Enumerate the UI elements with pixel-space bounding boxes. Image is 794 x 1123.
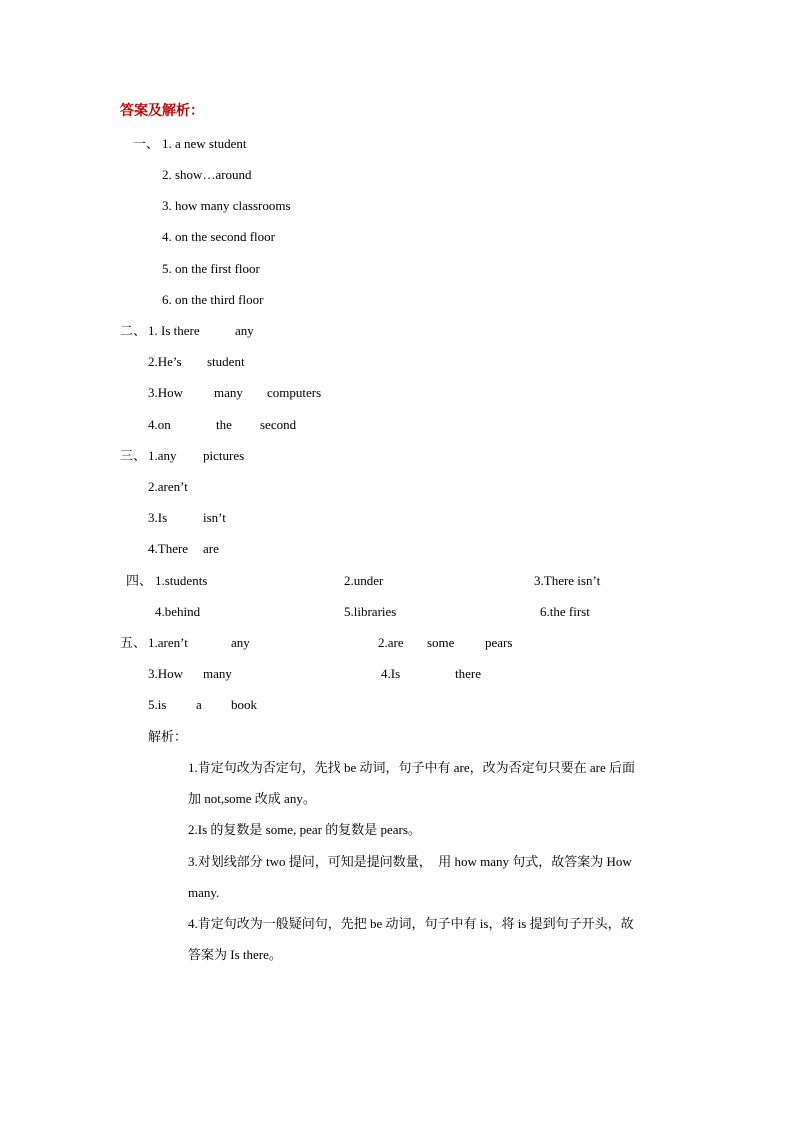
- s3-answer-1-word-2: pictures: [203, 448, 245, 463]
- s2-answer-1-word-2: any: [235, 323, 254, 338]
- s1-answer-4: 4. on the second floor: [162, 229, 276, 244]
- analysis-line-4: 3.对划线部分 two 提问，可知是提问数量， 用 how many 句式，故答案为 How: [188, 854, 632, 869]
- s4-answer-1: 1.students: [155, 573, 208, 588]
- page-title: 答案及解析：: [120, 104, 204, 119]
- section-2-number: 二、: [120, 323, 147, 338]
- s1-answer-5: 5. on the first floor: [162, 261, 260, 276]
- s5-answer-2-word-1: 2.are: [378, 635, 404, 650]
- s5-answer-4-word-2: there: [455, 666, 481, 681]
- s3-answer-3-word-2: isn’t: [203, 510, 226, 525]
- s4-answer-4: 4.behind: [155, 604, 201, 619]
- s5-answer-3-word-2: many: [203, 666, 232, 681]
- analysis-line-7: 答案为 Is there。: [188, 947, 282, 962]
- analysis-line-3: 2.Is 的复数是 some, pear 的复数是 pears。: [188, 822, 421, 837]
- section-4-number: 四、: [126, 573, 153, 588]
- analysis-line-6: 4.肯定句改为一般疑问句，先把 be 动词，句子中有 is，将 is 提到句子开头，故: [188, 916, 634, 931]
- s5-answer-5-word-2: a: [196, 697, 202, 712]
- s5-answer-4-word-1: 4.Is: [381, 666, 401, 681]
- s2-answer-3-word-2: many: [214, 385, 243, 400]
- s5-answer-5-word-1: 5.is: [148, 697, 167, 712]
- s3-answer-4-word-1: 4.There: [148, 541, 189, 556]
- s3-answer-1-word-1: 1.any: [148, 448, 177, 463]
- s2-answer-3-word-1: 3.How: [148, 385, 184, 400]
- analysis-line-5: many.: [188, 885, 220, 900]
- s4-answer-2: 2.under: [344, 573, 384, 588]
- section-1-number: 一、: [133, 136, 160, 151]
- s2-answer-4-word-1: 4.on: [148, 417, 171, 432]
- s4-answer-5: 5.libraries: [344, 604, 397, 619]
- s2-answer-4-word-2: the: [216, 417, 232, 432]
- s5-answer-1-word-1: 1.aren’t: [148, 635, 188, 650]
- s1-answer-6: 6. on the third floor: [162, 292, 264, 307]
- analysis-line-2: 加 not,some 改成 any。: [188, 791, 316, 806]
- s2-answer-3-word-3: computers: [267, 385, 322, 400]
- section-5-number: 五、: [120, 635, 147, 650]
- section-3-number: 三、: [120, 448, 147, 463]
- s5-answer-2-word-2: some: [427, 635, 455, 650]
- s1-answer-2: 2. show…around: [162, 167, 252, 182]
- analysis-label: 解析：: [148, 729, 188, 744]
- s1-answer-1: 1. a new student: [162, 136, 247, 151]
- s3-answer-2: 2.aren’t: [148, 479, 188, 494]
- s5-answer-5-word-3: book: [231, 697, 257, 712]
- analysis-line-1: 1.肯定句改为否定句，先找 be 动词，句子中有 are，改为否定句只要在 are 后面: [188, 760, 636, 775]
- s5-answer-3-word-1: 3.How: [148, 666, 184, 681]
- s1-answer-3: 3. how many classrooms: [162, 198, 291, 213]
- s3-answer-3-word-1: 3.Is: [148, 510, 168, 525]
- s4-answer-3: 3.There isn’t: [534, 573, 601, 588]
- s2-answer-2-word-2: student: [207, 354, 245, 369]
- s5-answer-2-word-3: pears: [485, 635, 513, 650]
- s2-answer-1-word-1: 1. Is there: [148, 323, 200, 338]
- s4-answer-6: 6.the first: [540, 604, 590, 619]
- s2-answer-2-word-1: 2.He’s: [148, 354, 182, 369]
- s3-answer-4-word-2: are: [203, 541, 219, 556]
- s2-answer-4-word-3: second: [260, 417, 297, 432]
- s5-answer-1-word-2: any: [231, 635, 250, 650]
